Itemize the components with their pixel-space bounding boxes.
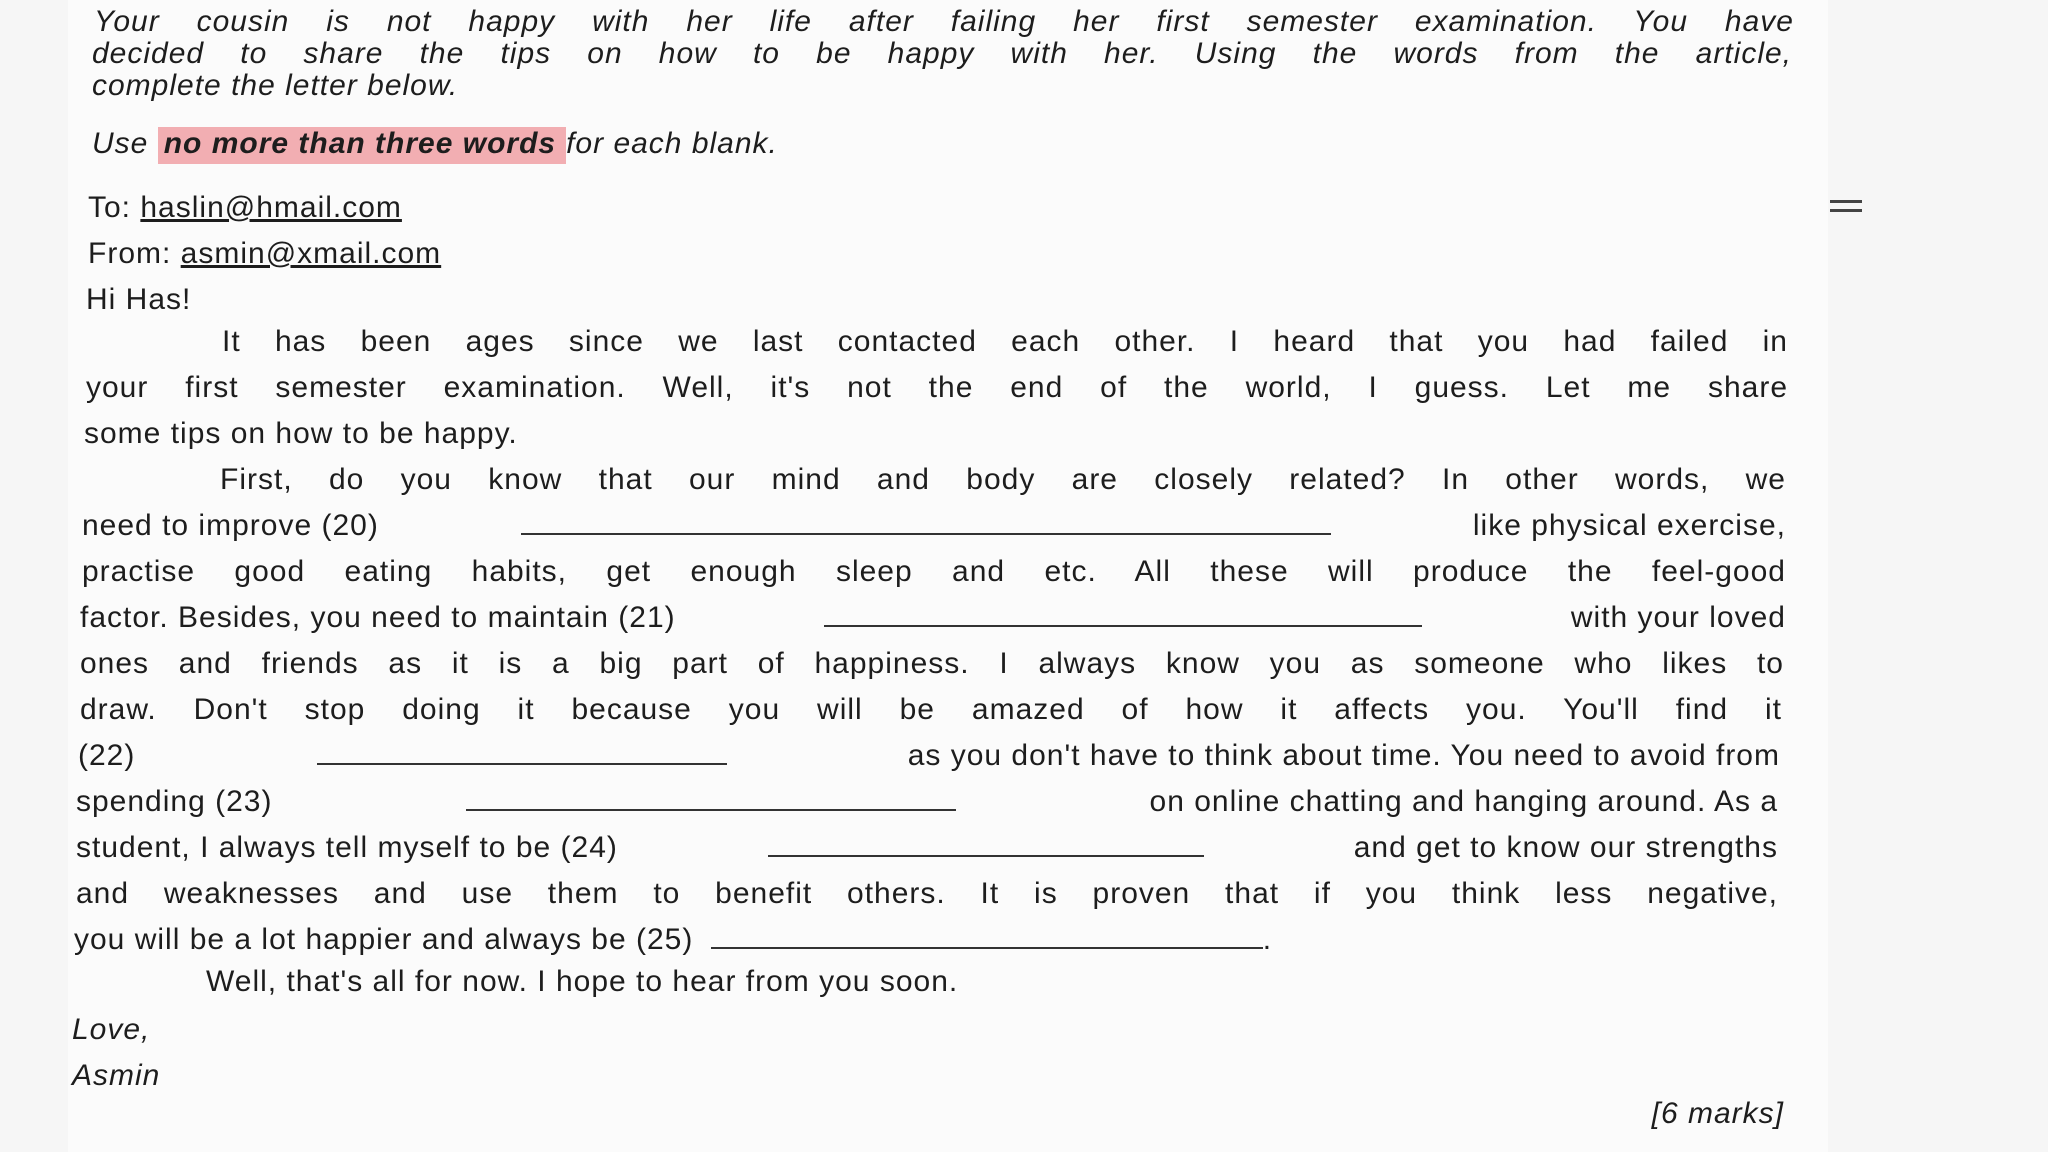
- q20-prefix: need to improve (20): [82, 509, 379, 542]
- word-limit-instruction: [92, 124, 1792, 164]
- answer-blank-21[interactable]: [824, 603, 1422, 627]
- menu-icon[interactable]: [1830, 200, 1862, 214]
- to-email-link[interactable]: haslin@hmail.com: [140, 191, 402, 224]
- question-20-line: [82, 506, 1786, 546]
- answer-blank-25[interactable]: [711, 925, 1263, 949]
- from-email-link[interactable]: asmin@xmail.com: [180, 237, 442, 270]
- instruction-line-3: complete the letter below.: [92, 69, 459, 102]
- q20-suffix: like physical exercise,: [1472, 509, 1786, 542]
- q21-suffix: with your loved: [1570, 601, 1786, 634]
- q25-suffix: .: [1262, 923, 1273, 956]
- instruction-line-1: Your cousin is not happy with her life after failing her first semester examination. You have: [94, 5, 1794, 38]
- sign-off: Love,: [72, 1013, 151, 1046]
- q24-prefix: student, I always tell myself to be (24): [76, 831, 618, 864]
- answer-blank-20[interactable]: [521, 511, 1331, 535]
- to-line: [88, 188, 1788, 228]
- answer-blank-23[interactable]: [466, 787, 956, 811]
- letter-line-6: practise good eating habits, get enough sleep and etc. All these will produce the feel-good: [82, 555, 1786, 588]
- to-label: To:: [88, 191, 132, 224]
- q23-suffix: on online chatting and hanging around. As a: [1149, 785, 1778, 818]
- letter-line-3: some tips on how to be happy.: [84, 417, 518, 450]
- letter-line-4: First, do you know that our mind and body are closely related? In other words, we: [220, 463, 1786, 496]
- letter-line-2: your first semester examination. Well, it's not the end of the world, I guess. Let me share: [86, 371, 1788, 404]
- signature: Asmin: [72, 1059, 161, 1092]
- letter-line-1: It has been ages since we last contacted each other. I heard that you had failed in: [222, 325, 1788, 358]
- use-prefix: Use: [92, 127, 149, 160]
- closing-line: Well, that's all for now. I hope to hear from you soon.: [206, 965, 959, 998]
- question-23-line: [76, 782, 1778, 822]
- from-line: [88, 234, 1788, 274]
- q24-suffix: and get to know our strengths: [1353, 831, 1778, 864]
- from-label: From:: [88, 237, 172, 270]
- answer-blank-22[interactable]: [317, 741, 727, 765]
- q23-prefix: spending (23): [76, 785, 273, 818]
- use-suffix: for each blank.: [566, 127, 778, 160]
- menu-icon-bar-bottom: [1830, 209, 1862, 212]
- letter-line-8: ones and friends as it is a big part of happiness. I always know you as someone who likes to: [80, 647, 1784, 680]
- q22-prefix: (22): [78, 739, 136, 772]
- q25-prefix: you will be a lot happier and always be (25): [74, 923, 694, 956]
- question-21-line: [80, 598, 1786, 638]
- answer-blank-24[interactable]: [768, 833, 1204, 857]
- greeting: Hi Has!: [86, 283, 192, 316]
- question-24-line: [76, 828, 1778, 868]
- question-22-line: [78, 736, 1780, 776]
- letter-line-9: draw. Don't stop doing it because you will be amazed of how it affects you. You'll find it: [80, 693, 1782, 726]
- instruction-line-2: decided to share the tips on how to be happy with her. Using the words from the article,: [92, 37, 1792, 70]
- menu-icon-bar-top: [1830, 200, 1862, 203]
- marks-label: [6 marks]: [1651, 1097, 1784, 1130]
- word-limit-highlight: no more than three words: [158, 127, 566, 164]
- letter-line-13: and weaknesses and use them to benefit others. It is proven that if you think less negative,: [76, 877, 1778, 910]
- q21-prefix: factor. Besides, you need to maintain (21): [80, 601, 676, 634]
- question-25-line: [74, 920, 1774, 960]
- q22-suffix: as you don't have to think about time. You need to avoid from: [907, 739, 1780, 772]
